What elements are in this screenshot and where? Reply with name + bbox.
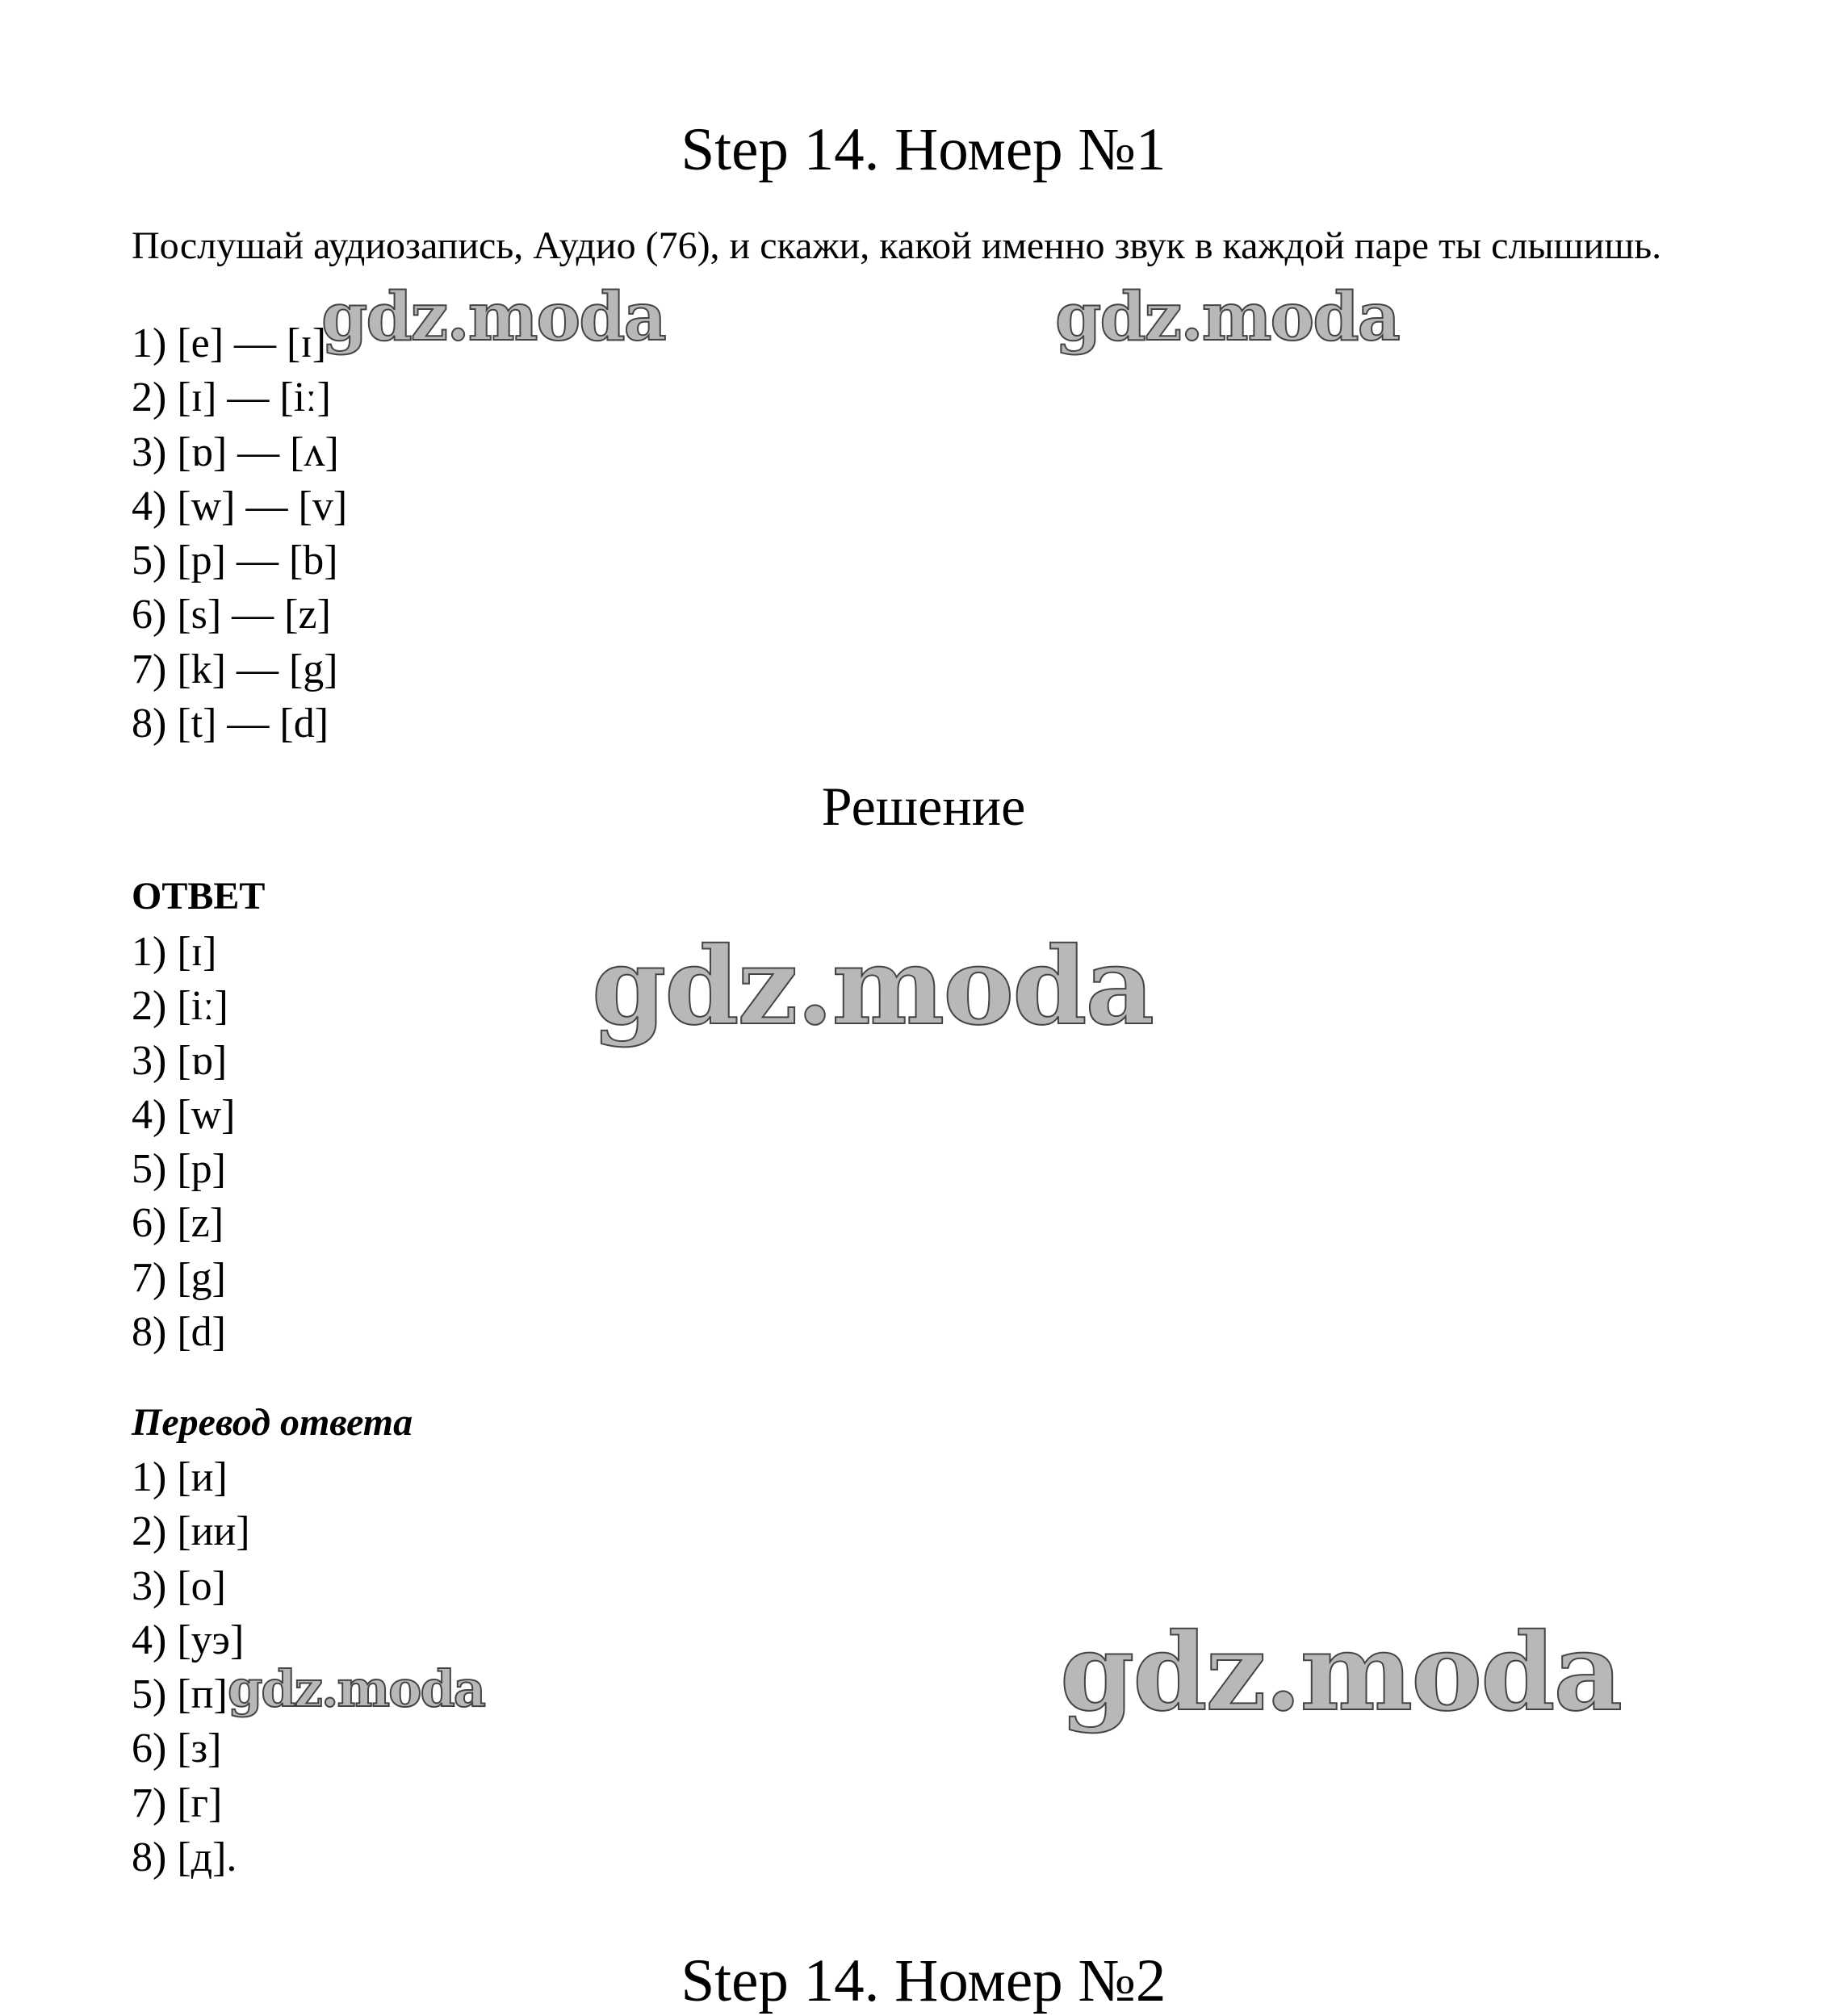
task-items <box>132 316 347 751</box>
translation-heading: Перевод ответа <box>132 1401 413 1444</box>
watermark-logo: gdz.moda <box>228 1659 484 1718</box>
answer-item: 3) [ɒ] <box>132 1037 228 1084</box>
translation-item: 1) [и] <box>132 1454 228 1500</box>
task-item: 6) [s] — [z] <box>132 592 331 638</box>
translation-item: 3) [о] <box>132 1562 226 1609</box>
task-item: 4) [w] — [v] <box>132 483 348 529</box>
answer-item: 8) [d] <box>132 1309 226 1356</box>
translation-item: 7) [г] <box>132 1780 223 1826</box>
task-item: 7) [k] — [g] <box>132 646 338 692</box>
answer-item: 4) [w] <box>132 1091 236 1138</box>
next-page-title: Step 14. Номер №2 <box>681 1947 1166 2014</box>
next-page-title-fragment <box>0 1947 1847 2014</box>
watermark-logo: gdz.moda <box>1055 278 1399 356</box>
answer-items <box>132 925 236 1359</box>
task-item: 2) [ɪ] — [iː] <box>132 374 331 421</box>
answer-item: 7) [g] <box>132 1254 226 1301</box>
task-item: 8) [t] — [d] <box>132 701 329 747</box>
watermark-logo: gdz.moda <box>321 278 665 356</box>
task-text: Послушай аудиозапись, Аудио (76), и скажи, какой именно звук в каждой паре ты слышишь. <box>132 224 1662 267</box>
translation-item: 2) [ии] <box>132 1508 250 1555</box>
translation-item: 5) [п] <box>132 1671 228 1718</box>
answer-item: 5) [p] <box>132 1146 226 1193</box>
task-item: 1) [e] — [ɪ] <box>132 320 327 366</box>
watermark-logo: gdz.moda <box>592 924 1154 1049</box>
translation-item: 4) [уэ] <box>132 1617 245 1663</box>
task-item: 5) [p] — [b] <box>132 537 338 584</box>
answer-item: 1) [ɪ] <box>132 929 217 975</box>
solution-heading: Решение <box>821 776 1026 837</box>
page-title: Step 14. Номер №1 <box>681 116 1166 183</box>
answer-heading: ОТВЕТ <box>132 875 266 918</box>
answer-item: 6) [z] <box>132 1200 224 1247</box>
task-item: 3) [ɒ] — [ʌ] <box>132 429 339 475</box>
answer-item: 2) [iː] <box>132 983 228 1030</box>
translation-item: 8) [д]. <box>132 1834 237 1881</box>
watermark-logo: gdz.moda <box>1060 1610 1622 1735</box>
translation-item: 6) [з] <box>132 1725 222 1772</box>
